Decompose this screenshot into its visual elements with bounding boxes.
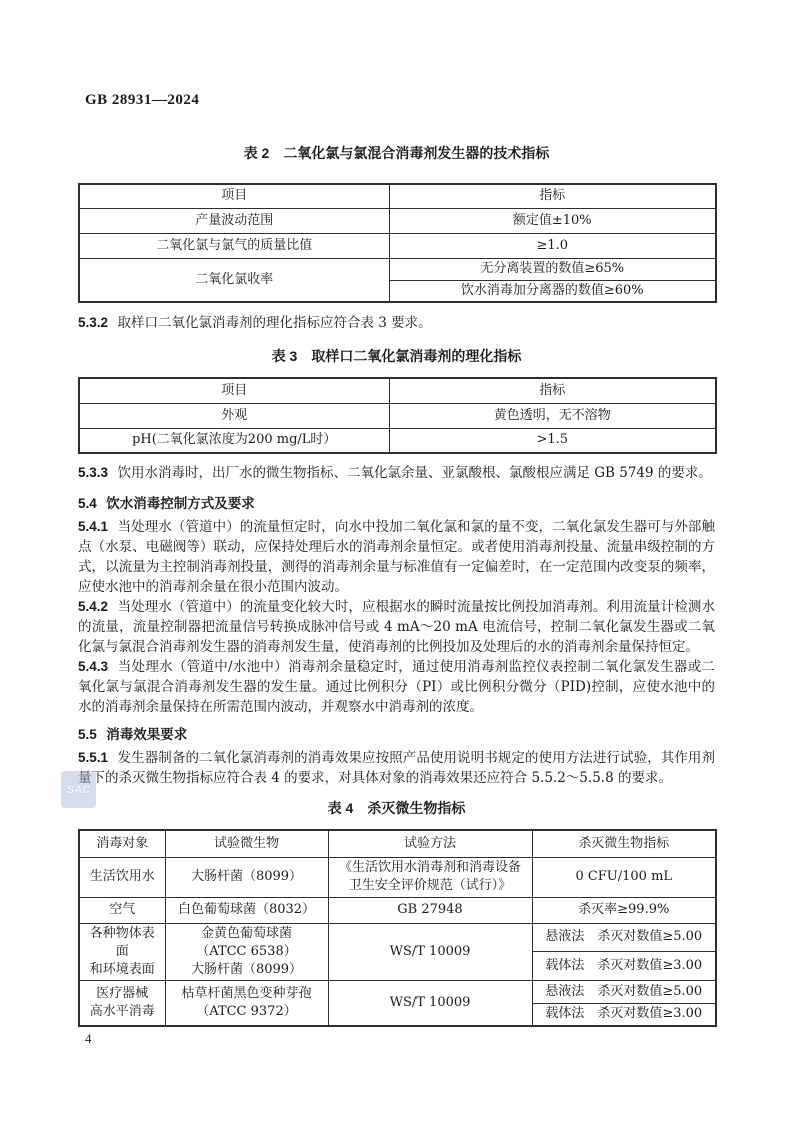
table4-cell: 载体法 杀灭对数值≥3.00 [532, 1003, 716, 1026]
table4-cell: 白色葡萄球菌（8032） [165, 897, 328, 923]
table4-cell: 《生活饮用水消毒剂和消毒设备卫生安全评价规范（试行）》 [328, 857, 532, 897]
clause-5-5-1 [78, 748, 715, 788]
table2-title [78, 143, 715, 163]
clause-number: 5.3.2 [78, 315, 109, 330]
clause-number: 5.4.2 [78, 599, 109, 614]
table4-cell: 载体法 杀灭对数值≥3.00 [532, 952, 716, 981]
table3-cell: pH(二氧化氯浓度为200 mg/L时） [79, 428, 389, 453]
table4-header-index: 杀灭微生物指标 [532, 830, 716, 857]
table3-cell: >1.5 [389, 428, 716, 453]
clause-text: 当处理水（管道中）的流量变化较大时，应根据水的瞬时流量按比例投加消毒剂。利用流量计检测水的流量，流量控制器把流量信号转换成脉冲信号或 4 mA～20 mA 电流信号，控制二氧化氯发生器或二氧化氯与氯混合消毒剂发生器的消毒剂发生量，使消毒剂的比例投加及处理后的水的消毒剂余量保持恒定。 [78, 599, 715, 655]
standard-number: GB 28931—2024 [85, 92, 200, 108]
table4-header-microbe: 试验微生物 [165, 830, 328, 857]
table2-cell: 二氧化氯与氯气的质量比值 [79, 233, 389, 258]
table4-label: 表 4 [327, 800, 354, 816]
clause-text: 当处理水（管道中）的流量恒定时，向水中投加二氧化氯和氯的量不变，二氧化氯发生器可与外部触点（水泵、电磁阀等）联动，应保持处理后水的消毒剂余量恒定。或者使用消毒剂投量、流量串级控制的方式，以流量为主控制消毒剂投量，测得的消毒剂余量与标准值有一定偏差时，在一定范围内改变泵的频率，应使水池中的消毒剂余量在很小范围内波动。 [78, 519, 715, 595]
clause-5-4-1 [78, 517, 715, 597]
section-5-5-heading [78, 725, 715, 745]
clause-5-3-2 [78, 313, 715, 333]
table3-title [78, 346, 715, 366]
table2-cell: 产量波动范围 [79, 208, 389, 233]
table4-cell: WS/T 10009 [328, 923, 532, 980]
clause-number: 5.5.1 [78, 750, 109, 765]
table3-header-item: 项目 [79, 378, 389, 403]
table4-cell: 大肠杆菌（8099） [165, 857, 328, 897]
clause-text: 取样口二氧化氯消毒剂的理化指标应符合表 3 要求。 [117, 315, 432, 331]
section-title: 消毒效果要求 [106, 727, 188, 742]
clause-number: 5.3.3 [78, 465, 109, 480]
clause-text: 饮用水消毒时，出厂水的微生物指标、二氧化氯余量、亚氯酸根、氯酸根应满足 GB 5749 的要求。 [117, 465, 712, 481]
table4-title-text: 杀灭微生物指标 [367, 800, 466, 816]
clause-number: 5.4.1 [78, 519, 109, 534]
section-5-4-heading [78, 494, 715, 514]
table3 [78, 377, 717, 454]
clause-5-3-3 [78, 463, 715, 483]
cell-line: 和环境表面 [89, 961, 155, 977]
table2-cell: 无分离装置的数值≥65% [389, 258, 716, 280]
table4-cell: 悬液法 杀灭对数值≥5.00 [532, 923, 716, 952]
cell-line: 各种物体表面 [89, 925, 155, 959]
clause-number: 5.4.3 [78, 659, 109, 674]
table2-title-text: 二氧化氯与氯混合消毒剂发生器的技术指标 [283, 145, 550, 161]
cell-line: 枯草杆菌黑色变种芽孢 [181, 985, 312, 1001]
table2 [78, 183, 717, 303]
table4-title [78, 798, 715, 818]
page-number: 4 [85, 1031, 92, 1046]
table4-cell: 杀灭率≥99.9% [532, 897, 716, 923]
table4-cell: 生活饮用水 [79, 857, 165, 897]
table2-cell: 额定值±10% [389, 208, 716, 233]
table4-cell: WS/T 10009 [328, 980, 532, 1026]
section-title: 饮水消毒控制方式及要求 [106, 496, 255, 511]
cell-line: 金黄色葡萄球菌 [200, 925, 292, 941]
clause-text: 发生器制备的二氧化氯消毒剂的消毒效果应按照产品使用说明书规定的使用方法进行试验，其作用剂量下的杀灭微生物指标应符合表 4 的要求，对具体对象的消毒效果还应符合 5.5.2～5.5.8 的要求。 [78, 750, 715, 786]
table4-cell: 0 CFU/100 mL [532, 857, 716, 897]
table2-label: 表 2 [243, 145, 270, 161]
table2-header-index: 指标 [389, 184, 716, 208]
cell-line: 医疗器械 [96, 985, 149, 1001]
section-number: 5.5 [78, 727, 97, 742]
table3-cell: 黄色透明，无不溶物 [389, 403, 716, 428]
table4-cell: 悬液法 杀灭对数值≥5.00 [532, 980, 716, 1003]
table2-cell: 饮水消毒加分离器的数值≥60% [389, 280, 716, 302]
table4 [78, 829, 717, 1027]
cell-line: 高水平消毒 [89, 1003, 155, 1019]
table4-header-target: 消毒对象 [79, 830, 165, 857]
cell-line: （ATCC 6538） [196, 943, 297, 959]
table4-cell: GB 27948 [328, 897, 532, 923]
table3-label: 表 3 [271, 348, 298, 364]
table4-cell [165, 923, 328, 980]
table3-header-index: 指标 [389, 378, 716, 403]
section-number: 5.4 [78, 496, 97, 511]
clause-5-4-3 [78, 657, 715, 717]
table2-cell: ≥1.0 [389, 233, 716, 258]
table2-cell: 二氧化氯收率 [79, 258, 389, 302]
table4-cell [165, 980, 328, 1026]
table4-header-method: 试验方法 [328, 830, 532, 857]
cell-line: （ATCC 9372） [196, 1003, 297, 1019]
table3-cell: 外观 [79, 403, 389, 428]
table3-title-text: 取样口二氧化氯消毒剂的理化指标 [311, 348, 522, 364]
sac-watermark-logo: SAC [61, 771, 96, 808]
cell-line: 大肠杆菌（8099） [190, 961, 303, 977]
table4-cell [79, 980, 165, 1026]
clause-5-4-2 [78, 597, 715, 657]
table4-cell: 空气 [79, 897, 165, 923]
page-content [78, 0, 715, 1027]
table4-cell [79, 923, 165, 980]
table2-header-item: 项目 [79, 184, 389, 208]
clause-text: 当处理水（管道中/水池中）消毒剂余量稳定时，通过使用消毒剂监控仪表控制二氧化氯发生器或二氧化氯与氯混合消毒剂发生器的发生量。通过比例积分（PI）或比例积分微分（PID)控制，应使水池中的水的消毒剂余量保持在所需范围内波动，并观察水中消毒剂的浓度。 [78, 659, 715, 715]
